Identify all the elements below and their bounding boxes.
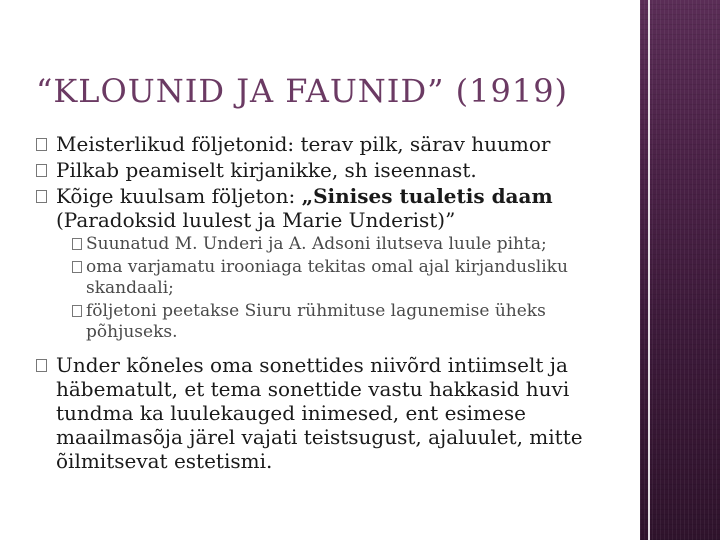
square-bullet-icon — [36, 164, 47, 177]
bullet-text: Kõige kuulsam följeton: — [56, 184, 302, 208]
sub-bullet-text: Suunatud M. Underi ja A. Adsoni ilutseva luule pihta; — [86, 234, 547, 254]
square-bullet-icon — [72, 305, 82, 317]
bullet-item — [30, 353, 635, 473]
square-bullet-icon — [36, 138, 47, 151]
square-bullet-icon — [36, 190, 47, 203]
bullet-text: Pilkab peamiselt kirjanikke, sh iseennast. — [56, 158, 477, 182]
slide-title: “KLOUNID JA FAUNID” (1919) — [36, 72, 569, 110]
sub-bullet-item — [30, 257, 635, 299]
decorative-side-strip — [640, 0, 720, 540]
square-bullet-icon — [72, 261, 82, 273]
bullet-item — [30, 132, 635, 156]
bullet-text: Meisterlikud följetonid: terav pilk, särav huumor — [56, 132, 551, 156]
bullet-list — [30, 132, 635, 475]
bullet-text: Under kõneles oma sonettides niivõrd intiimselt ja häbematult, et tema sonettide vastu hakkasid huvi tundma ka luulekauged inimesed, ent esimese maailmasõja järel vajati teistsugust, ajaluulet, mitte õilmitsevat estetismi. — [56, 353, 583, 473]
bullet-item — [30, 158, 635, 182]
sub-bullet-text: följetoni peetakse Siuru rühmituse lagunemise üheks põhjuseks. — [86, 301, 546, 342]
bullet-text-emphasis: „Sinises tualetis daam — [301, 184, 553, 208]
square-bullet-icon — [72, 238, 82, 250]
sub-bullet-item — [30, 301, 635, 343]
square-bullet-icon — [36, 359, 47, 372]
bullet-item — [30, 184, 635, 232]
side-strip-border — [648, 0, 650, 540]
sub-bullet-item — [30, 234, 635, 255]
bullet-text: (Paradoksid luulest ja Marie Underist)” — [56, 208, 456, 232]
sub-bullet-text: oma varjamatu irooniaga tekitas omal ajal kirjandusliku skandaali; — [86, 257, 568, 298]
